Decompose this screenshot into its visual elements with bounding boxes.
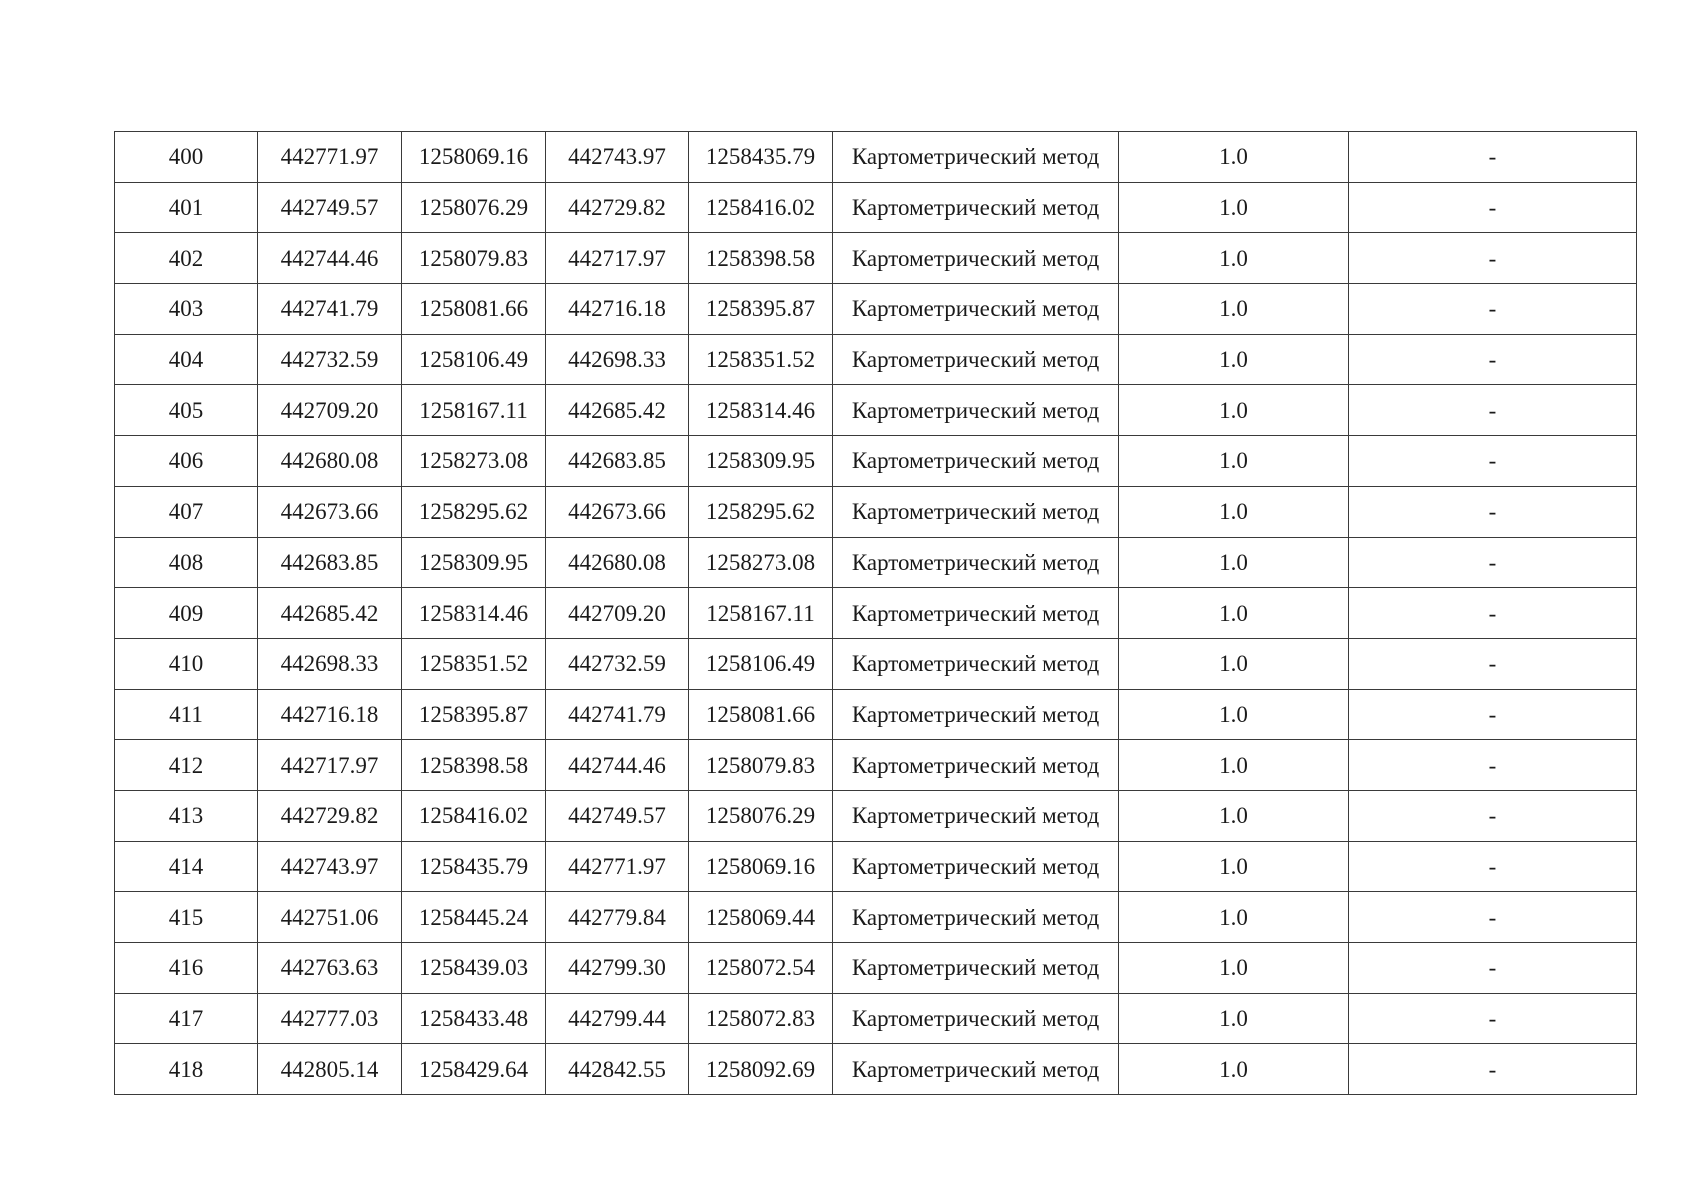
method-cell: Картометрический метод — [833, 233, 1119, 284]
accuracy-cell: 1.0 — [1119, 233, 1349, 284]
point-number-cell: 409 — [115, 588, 258, 639]
x2-coordinate-cell: 442716.18 — [546, 284, 689, 335]
y2-coordinate-cell: 1258106.49 — [689, 638, 833, 689]
accuracy-cell: 1.0 — [1119, 841, 1349, 892]
method-cell: Картометрический метод — [833, 334, 1119, 385]
table-body — [115, 132, 1637, 1095]
table-row — [115, 689, 1637, 740]
note-cell: - — [1349, 892, 1637, 943]
x2-coordinate-cell: 442732.59 — [546, 638, 689, 689]
method-cell: Картометрический метод — [833, 385, 1119, 436]
x1-coordinate-cell: 442805.14 — [258, 1044, 402, 1095]
y2-coordinate-cell: 1258351.52 — [689, 334, 833, 385]
x2-coordinate-cell: 442779.84 — [546, 892, 689, 943]
x2-coordinate-cell: 442799.30 — [546, 943, 689, 994]
y2-coordinate-cell: 1258092.69 — [689, 1044, 833, 1095]
method-cell: Картометрический метод — [833, 1044, 1119, 1095]
accuracy-cell: 1.0 — [1119, 1044, 1349, 1095]
y1-coordinate-cell: 1258351.52 — [402, 638, 546, 689]
y2-coordinate-cell: 1258167.11 — [689, 588, 833, 639]
x2-coordinate-cell: 442744.46 — [546, 740, 689, 791]
y1-coordinate-cell: 1258395.87 — [402, 689, 546, 740]
point-number-cell: 418 — [115, 1044, 258, 1095]
x1-coordinate-cell: 442732.59 — [258, 334, 402, 385]
point-number-cell: 405 — [115, 385, 258, 436]
table-row — [115, 385, 1637, 436]
method-cell: Картометрический метод — [833, 689, 1119, 740]
accuracy-cell: 1.0 — [1119, 334, 1349, 385]
point-number-cell: 403 — [115, 284, 258, 335]
point-number-cell: 402 — [115, 233, 258, 284]
table-row — [115, 132, 1637, 183]
x2-coordinate-cell: 442683.85 — [546, 436, 689, 487]
table-row — [115, 588, 1637, 639]
y2-coordinate-cell: 1258435.79 — [689, 132, 833, 183]
method-cell: Картометрический метод — [833, 790, 1119, 841]
y1-coordinate-cell: 1258273.08 — [402, 436, 546, 487]
y2-coordinate-cell: 1258395.87 — [689, 284, 833, 335]
method-cell: Картометрический метод — [833, 892, 1119, 943]
accuracy-cell: 1.0 — [1119, 436, 1349, 487]
table-row — [115, 943, 1637, 994]
point-number-cell: 406 — [115, 436, 258, 487]
y2-coordinate-cell: 1258309.95 — [689, 436, 833, 487]
x1-coordinate-cell: 442771.97 — [258, 132, 402, 183]
y1-coordinate-cell: 1258435.79 — [402, 841, 546, 892]
method-cell: Картометрический метод — [833, 943, 1119, 994]
x1-coordinate-cell: 442709.20 — [258, 385, 402, 436]
y1-coordinate-cell: 1258106.49 — [402, 334, 546, 385]
y1-coordinate-cell: 1258429.64 — [402, 1044, 546, 1095]
x2-coordinate-cell: 442717.97 — [546, 233, 689, 284]
x2-coordinate-cell: 442709.20 — [546, 588, 689, 639]
method-cell: Картометрический метод — [833, 132, 1119, 183]
table-row — [115, 790, 1637, 841]
method-cell: Картометрический метод — [833, 993, 1119, 1044]
x2-coordinate-cell: 442680.08 — [546, 537, 689, 588]
point-number-cell: 408 — [115, 537, 258, 588]
y1-coordinate-cell: 1258314.46 — [402, 588, 546, 639]
y1-coordinate-cell: 1258069.16 — [402, 132, 546, 183]
y2-coordinate-cell: 1258081.66 — [689, 689, 833, 740]
x1-coordinate-cell: 442685.42 — [258, 588, 402, 639]
y1-coordinate-cell: 1258416.02 — [402, 790, 546, 841]
method-cell: Картометрический метод — [833, 537, 1119, 588]
x1-coordinate-cell: 442698.33 — [258, 638, 402, 689]
accuracy-cell: 1.0 — [1119, 132, 1349, 183]
x1-coordinate-cell: 442763.63 — [258, 943, 402, 994]
table-row — [115, 284, 1637, 335]
table-row — [115, 334, 1637, 385]
table-row — [115, 182, 1637, 233]
accuracy-cell: 1.0 — [1119, 993, 1349, 1044]
table-row — [115, 233, 1637, 284]
accuracy-cell: 1.0 — [1119, 892, 1349, 943]
y2-coordinate-cell: 1258295.62 — [689, 486, 833, 537]
note-cell: - — [1349, 132, 1637, 183]
table-row — [115, 486, 1637, 537]
x2-coordinate-cell: 442698.33 — [546, 334, 689, 385]
table-row — [115, 537, 1637, 588]
y1-coordinate-cell: 1258295.62 — [402, 486, 546, 537]
x2-coordinate-cell: 442842.55 — [546, 1044, 689, 1095]
y1-coordinate-cell: 1258167.11 — [402, 385, 546, 436]
y2-coordinate-cell: 1258416.02 — [689, 182, 833, 233]
note-cell: - — [1349, 1044, 1637, 1095]
table-row — [115, 436, 1637, 487]
x1-coordinate-cell: 442741.79 — [258, 284, 402, 335]
note-cell: - — [1349, 486, 1637, 537]
coordinates-table — [114, 131, 1637, 1095]
point-number-cell: 415 — [115, 892, 258, 943]
x1-coordinate-cell: 442673.66 — [258, 486, 402, 537]
y2-coordinate-cell: 1258072.54 — [689, 943, 833, 994]
x1-coordinate-cell: 442744.46 — [258, 233, 402, 284]
y1-coordinate-cell: 1258398.58 — [402, 740, 546, 791]
point-number-cell: 411 — [115, 689, 258, 740]
y1-coordinate-cell: 1258439.03 — [402, 943, 546, 994]
x2-coordinate-cell: 442771.97 — [546, 841, 689, 892]
method-cell: Картометрический метод — [833, 182, 1119, 233]
x1-coordinate-cell: 442777.03 — [258, 993, 402, 1044]
y2-coordinate-cell: 1258069.44 — [689, 892, 833, 943]
point-number-cell: 414 — [115, 841, 258, 892]
method-cell: Картометрический метод — [833, 588, 1119, 639]
y2-coordinate-cell: 1258314.46 — [689, 385, 833, 436]
accuracy-cell: 1.0 — [1119, 740, 1349, 791]
y2-coordinate-cell: 1258072.83 — [689, 993, 833, 1044]
y2-coordinate-cell: 1258398.58 — [689, 233, 833, 284]
x2-coordinate-cell: 442729.82 — [546, 182, 689, 233]
accuracy-cell: 1.0 — [1119, 790, 1349, 841]
x1-coordinate-cell: 442717.97 — [258, 740, 402, 791]
note-cell: - — [1349, 943, 1637, 994]
point-number-cell: 416 — [115, 943, 258, 994]
x2-coordinate-cell: 442743.97 — [546, 132, 689, 183]
y2-coordinate-cell: 1258079.83 — [689, 740, 833, 791]
x2-coordinate-cell: 442685.42 — [546, 385, 689, 436]
note-cell: - — [1349, 233, 1637, 284]
x1-coordinate-cell: 442716.18 — [258, 689, 402, 740]
y1-coordinate-cell: 1258079.83 — [402, 233, 546, 284]
point-number-cell: 413 — [115, 790, 258, 841]
method-cell: Картометрический метод — [833, 284, 1119, 335]
y1-coordinate-cell: 1258309.95 — [402, 537, 546, 588]
accuracy-cell: 1.0 — [1119, 943, 1349, 994]
x2-coordinate-cell: 442749.57 — [546, 790, 689, 841]
accuracy-cell: 1.0 — [1119, 385, 1349, 436]
note-cell: - — [1349, 740, 1637, 791]
note-cell: - — [1349, 334, 1637, 385]
note-cell: - — [1349, 638, 1637, 689]
point-number-cell: 404 — [115, 334, 258, 385]
method-cell: Картометрический метод — [833, 740, 1119, 791]
accuracy-cell: 1.0 — [1119, 486, 1349, 537]
y2-coordinate-cell: 1258076.29 — [689, 790, 833, 841]
note-cell: - — [1349, 537, 1637, 588]
y1-coordinate-cell: 1258433.48 — [402, 993, 546, 1044]
x2-coordinate-cell: 442673.66 — [546, 486, 689, 537]
table-row — [115, 740, 1637, 791]
note-cell: - — [1349, 385, 1637, 436]
x1-coordinate-cell: 442751.06 — [258, 892, 402, 943]
method-cell: Картометрический метод — [833, 638, 1119, 689]
accuracy-cell: 1.0 — [1119, 638, 1349, 689]
x1-coordinate-cell: 442749.57 — [258, 182, 402, 233]
accuracy-cell: 1.0 — [1119, 537, 1349, 588]
note-cell: - — [1349, 284, 1637, 335]
table-row — [115, 841, 1637, 892]
accuracy-cell: 1.0 — [1119, 588, 1349, 639]
accuracy-cell: 1.0 — [1119, 182, 1349, 233]
note-cell: - — [1349, 436, 1637, 487]
x1-coordinate-cell: 442680.08 — [258, 436, 402, 487]
x1-coordinate-cell: 442683.85 — [258, 537, 402, 588]
table-row — [115, 892, 1637, 943]
table-row — [115, 638, 1637, 689]
point-number-cell: 401 — [115, 182, 258, 233]
y2-coordinate-cell: 1258069.16 — [689, 841, 833, 892]
method-cell: Картометрический метод — [833, 436, 1119, 487]
point-number-cell: 407 — [115, 486, 258, 537]
note-cell: - — [1349, 993, 1637, 1044]
accuracy-cell: 1.0 — [1119, 689, 1349, 740]
x1-coordinate-cell: 442729.82 — [258, 790, 402, 841]
note-cell: - — [1349, 689, 1637, 740]
y1-coordinate-cell: 1258081.66 — [402, 284, 546, 335]
x2-coordinate-cell: 442799.44 — [546, 993, 689, 1044]
point-number-cell: 400 — [115, 132, 258, 183]
accuracy-cell: 1.0 — [1119, 284, 1349, 335]
x1-coordinate-cell: 442743.97 — [258, 841, 402, 892]
y1-coordinate-cell: 1258445.24 — [402, 892, 546, 943]
note-cell: - — [1349, 182, 1637, 233]
point-number-cell: 410 — [115, 638, 258, 689]
point-number-cell: 412 — [115, 740, 258, 791]
y1-coordinate-cell: 1258076.29 — [402, 182, 546, 233]
note-cell: - — [1349, 841, 1637, 892]
y2-coordinate-cell: 1258273.08 — [689, 537, 833, 588]
table-row — [115, 1044, 1637, 1095]
note-cell: - — [1349, 790, 1637, 841]
note-cell: - — [1349, 588, 1637, 639]
x2-coordinate-cell: 442741.79 — [546, 689, 689, 740]
point-number-cell: 417 — [115, 993, 258, 1044]
table-row — [115, 993, 1637, 1044]
method-cell: Картометрический метод — [833, 841, 1119, 892]
method-cell: Картометрический метод — [833, 486, 1119, 537]
